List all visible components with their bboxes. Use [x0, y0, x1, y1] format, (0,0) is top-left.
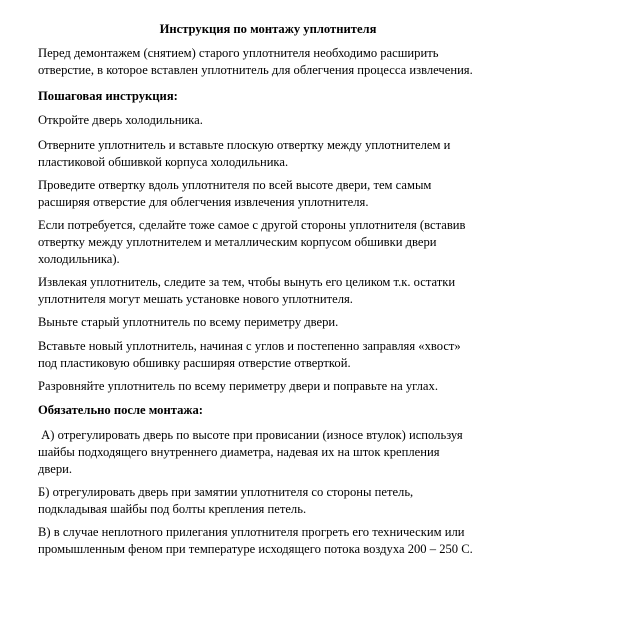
step-paragraph [38, 338, 508, 372]
after-install-line: В) в случае неплотного прилегания уплотнителя прогреть его техническим или [38, 525, 465, 539]
step-line: Выньте старый уплотнитель по всему периметру двери. [38, 315, 339, 329]
steps-heading: Пошаговая инструкция: [38, 89, 178, 103]
step-paragraph [38, 112, 508, 129]
step-line: отвертку между уплотнителем и металлическим корпусом обшивки двери [38, 235, 437, 249]
after-install-line: шайбы подходящего внутреннего диаметра, надевая их на шток крепления [38, 445, 440, 459]
after-install-line: Б) отрегулировать дверь при замятии уплотнителя со стороны петель, [38, 485, 414, 499]
step-paragraph [38, 177, 508, 211]
step-line: холодильника). [38, 252, 120, 266]
intro-paragraph [38, 45, 508, 79]
step-line: расширяя отверстие для облегчения извлечения уплотнителя. [38, 195, 369, 209]
intro-line: отверстие, в которое вставлен уплотнитель для облегчения процесса извлечения. [38, 63, 473, 77]
step-line: под пластиковую обшивку расширяя отверстие отверткой. [38, 356, 351, 370]
document-title: Инструкция по монтажу уплотнителя [159, 22, 377, 36]
after-install-item [38, 484, 508, 518]
step-line: пластиковой обшивкой корпуса холодильника. [38, 155, 289, 169]
after-install-item [38, 524, 508, 558]
step-paragraph [38, 378, 508, 395]
step-paragraph [38, 314, 508, 331]
step-line: Проведите отвертку вдоль уплотнителя по всей высоте двери, тем самым [38, 178, 432, 192]
step-line: Откройте дверь холодильника. [38, 113, 203, 127]
after-install-line: двери. [38, 462, 73, 476]
step-line: Вставьте новый уплотнитель, начиная с углов и постепенно заправляя «хвост» [38, 339, 461, 353]
step-line: Разровняйте уплотнитель по всему периметру двери и поправьте на углах. [38, 379, 438, 393]
after-install-line: промышленным феном при температуре исходящего потока воздуха 200 – 250 С. [38, 542, 473, 556]
step-paragraph [38, 217, 508, 268]
step-line: уплотнителя могут мешать установке нового уплотнителя. [38, 292, 353, 306]
after-install-item [38, 427, 508, 478]
step-line: Если потребуется, сделайте тоже самое с другой стороны уплотнителя (вставив [38, 218, 466, 232]
step-paragraph [38, 274, 508, 308]
after-install-line: А) отрегулировать дверь по высоте при провисании (износе втулок) используя [38, 428, 463, 442]
step-line: Отверните уплотнитель и вставьте плоскую отвертку между уплотнителем и [38, 138, 451, 152]
after-install-line: подкладывая шайбы под болты крепления петель. [38, 502, 307, 516]
step-line: Извлекая уплотнитель, следите за тем, чтобы вынуть его целиком т.к. остатки [38, 275, 456, 289]
step-paragraph [38, 137, 508, 171]
after-install-heading: Обязательно после монтажа: [38, 403, 203, 417]
intro-line: Перед демонтажем (снятием) старого уплотнителя необходимо расширить [38, 46, 439, 60]
